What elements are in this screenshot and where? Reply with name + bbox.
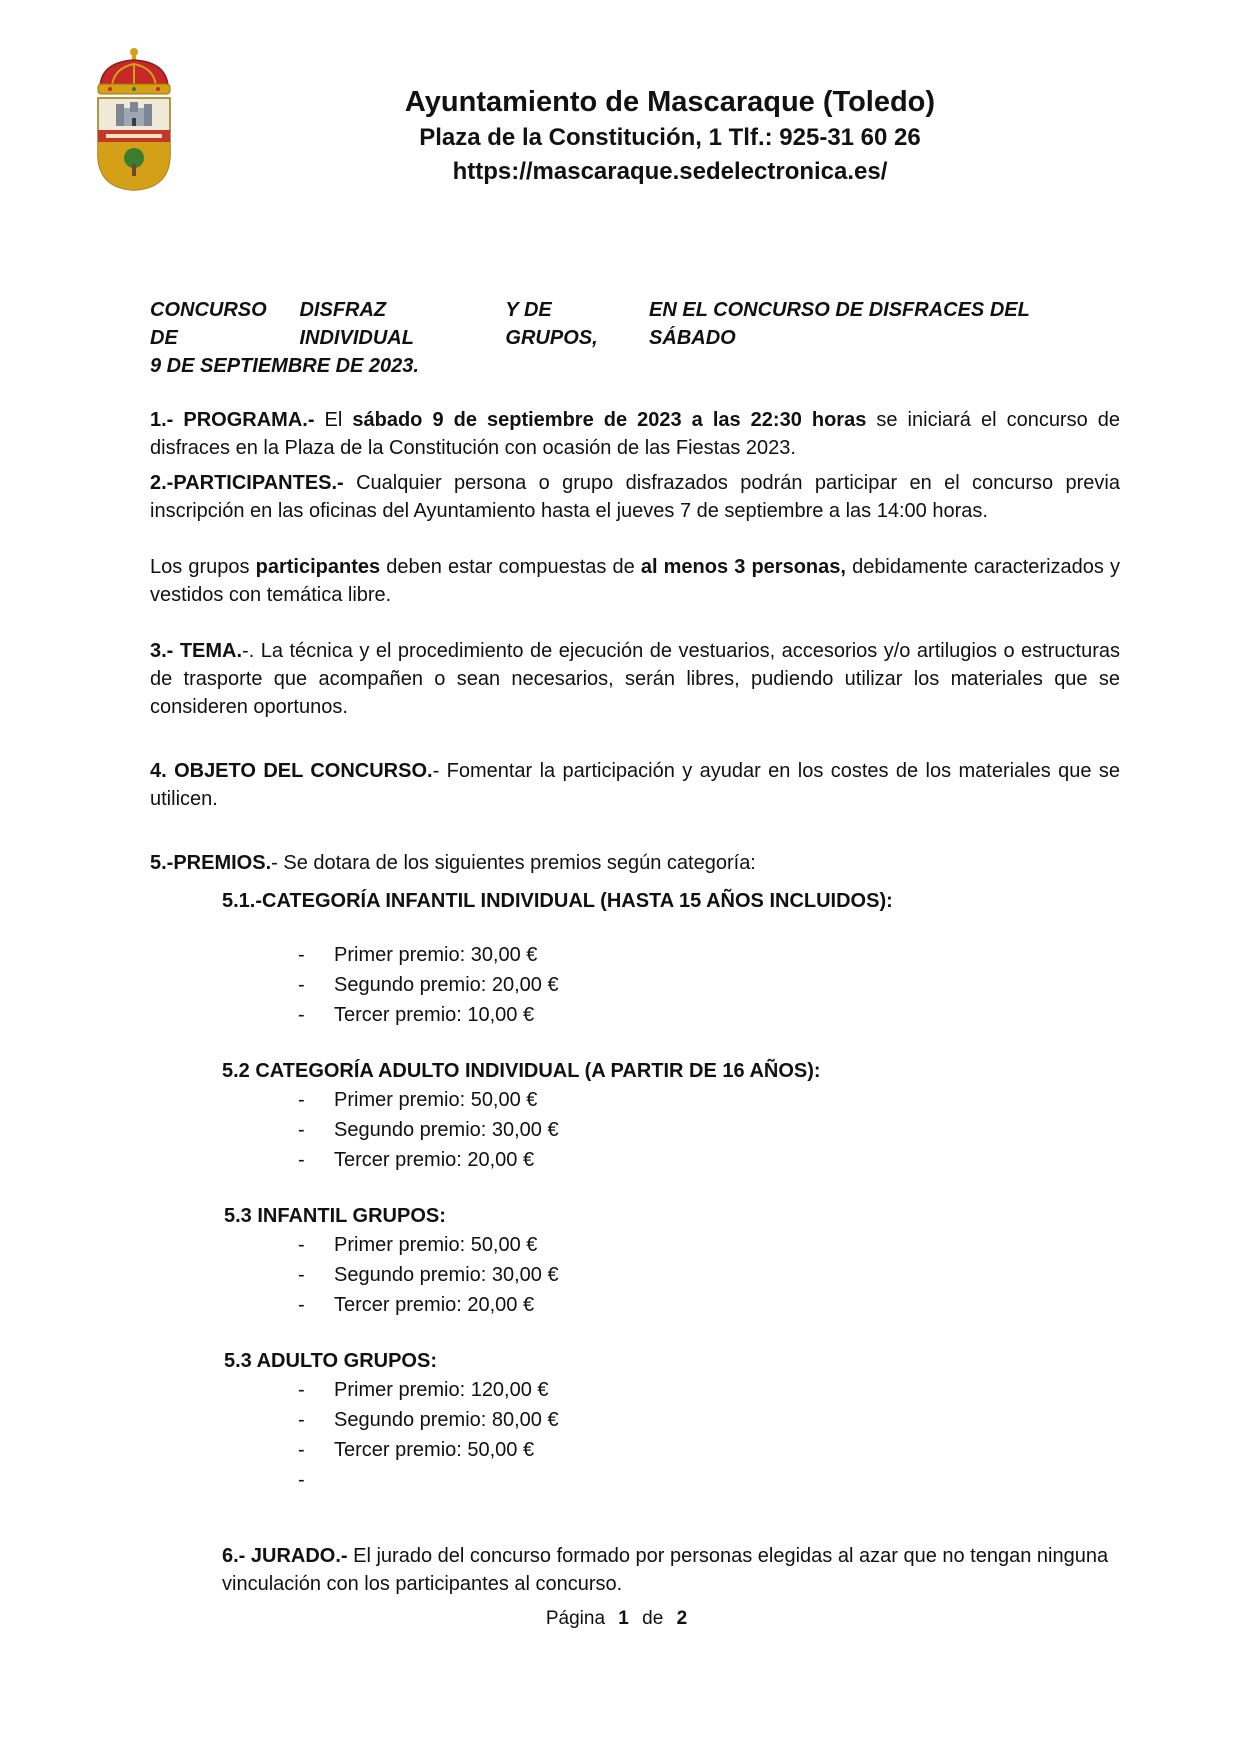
category-heading: 5.3 ADULTO GRUPOS: [224,1350,437,1372]
list-dash: - [298,1234,305,1256]
section-label: 2.-PARTICIPANTES.- [150,472,344,494]
list-dash: - [298,1264,305,1286]
document-title [150,296,1120,380]
list-item [298,1145,559,1175]
list-item [298,1000,559,1030]
page-number: 1 [618,1608,629,1629]
section-text: Los grupos [150,556,256,578]
prize-text: Segundo premio: 20,00 € [334,974,559,996]
section-bold-text: participantes [255,556,381,578]
category-heading: 5.1.-CATEGORÍA INFANTIL INDIVIDUAL (HASTA 15 AÑOS INCLUIDOS): [222,890,893,912]
section-premios [150,849,1120,877]
list-item [298,940,559,970]
section-text: Cualquier persona o grupo disfrazados podrán participar en el concurso previa inscripción en las oficinas del Ayuntamiento hasta el jueves 7 de septiembre a las 14:00 horas. [150,472,1120,522]
list-item [298,970,559,1000]
section-programa [150,406,1120,462]
title-part: Y DE GRUPOS, [505,299,598,349]
title-part: EN EL CONCURSO DE DISFRACES DEL SÁBADO [649,299,1030,349]
prize-list [298,1230,559,1320]
title-part: CONCURSO DE [150,299,267,349]
page-total: 2 [676,1608,688,1629]
list-item [298,1115,559,1145]
section-text: - Se dotara de los siguientes premios según categoría: [271,852,756,874]
section-bold-text: al menos 3 personas, [640,556,846,578]
coat-of-arms-logo [92,46,176,192]
section-label: 3.- TEMA. [150,640,243,662]
title-line-2: 9 DE SEPTIEMBRE DE 2023. [150,355,419,377]
list-item [298,1465,559,1495]
list-item [298,1260,559,1290]
section-text: -. La técnica y el procedimiento de ejecución de vestuarios, accesorios y/o artilugios o estructuras de trasporte que acompañen o sean necesarios, serán libres, pudiendo utilizar los materiales que se consideren oportunos. [150,640,1120,718]
category-heading: 5.2 CATEGORÍA ADULTO INDIVIDUAL (A PARTIR DE 16 AÑOS): [222,1060,821,1082]
category-heading: 5.3 INFANTIL GRUPOS: [224,1205,446,1227]
prize-text: Primer premio: 120,00 € [334,1379,549,1401]
section-text: se iniciará el concurso de disfraces en la Plaza de la Constitución con ocasión de las Fiestas 2023. [150,409,1121,459]
section-label: 5.-PREMIOS. [150,852,272,874]
list-item [298,1435,559,1465]
header-address: Plaza de la Constitución, 1 Tlf.: 925-31 60 26 [419,124,921,151]
section-jurado [222,1542,1120,1598]
list-item [298,1375,559,1405]
section-label: 1.- PROGRAMA.- [150,409,315,431]
prize-text: Tercer premio: 50,00 € [334,1439,535,1461]
list-dash: - [298,1469,305,1491]
section-text: El jurado del concurso formado por personas elegidas al azar que no tengan ninguna vinculación con los participantes al concurso. [222,1545,1109,1595]
list-dash: - [298,1294,305,1316]
list-dash: - [298,1089,305,1111]
list-dash: - [298,944,305,966]
prize-list [298,1085,559,1175]
header-url: https://mascaraque.sedelectronica.es/ [452,158,888,185]
list-item [298,1230,559,1260]
prize-text: Tercer premio: 20,00 € [334,1149,535,1171]
list-item [298,1290,559,1320]
section-text: El [314,409,353,431]
prize-text: Segundo premio: 30,00 € [334,1264,559,1286]
prize-text: Primer premio: 50,00 € [334,1234,538,1256]
section-grupos [150,553,1120,609]
section-bold-text: sábado 9 de septiembre de 2023 a las 22:30 horas [352,409,867,431]
prize-text: Tercer premio: 10,00 € [334,1004,535,1026]
list-dash: - [298,1409,305,1431]
page-footer [0,1608,1241,1630]
prize-text: Segundo premio: 80,00 € [334,1409,559,1431]
header-title: Ayuntamiento de Mascaraque (Toledo) [404,86,936,118]
prize-text: Primer premio: 30,00 € [334,944,538,966]
section-text: deben estar compuestas de [380,556,641,578]
section-text: debidamente caracterizados y vestidos con temática libre. [150,556,1120,606]
list-item [298,1405,559,1435]
prize-text: Tercer premio: 20,00 € [334,1294,535,1316]
list-dash: - [298,1379,305,1401]
list-dash: - [298,1149,305,1171]
prize-text: Primer premio: 50,00 € [334,1089,538,1111]
of-word: de [642,1608,664,1629]
list-dash: - [298,1439,305,1461]
section-tema [150,637,1120,721]
prize-text: Segundo premio: 30,00 € [334,1119,559,1141]
list-dash: - [298,1119,305,1141]
list-dash: - [298,974,305,996]
list-item [298,1085,559,1115]
section-label: 4. OBJETO DEL CONCURSO. [150,760,433,782]
list-dash: - [298,1004,305,1026]
section-text: - Fomentar la participación y ayudar en los costes de los materiales que se utilicen. [150,760,1120,810]
section-participantes [150,469,1120,525]
section-objeto [150,757,1120,813]
prize-list [298,1375,559,1495]
page-word: Página [545,1608,606,1629]
title-part: DISFRAZ INDIVIDUAL [299,299,414,349]
prize-list [298,940,559,1030]
section-label: 6.- JURADO.- [222,1545,348,1567]
